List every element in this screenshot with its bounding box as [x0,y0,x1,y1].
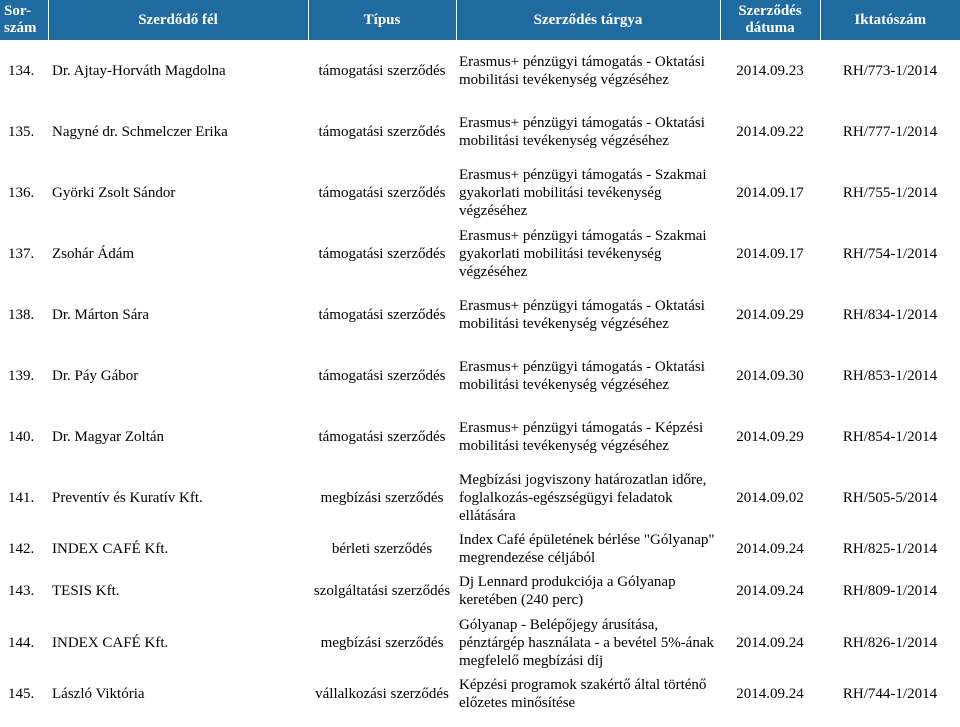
row-party: INDEX CAFÉ Kft. [52,634,169,651]
row-num: 134. [8,62,35,79]
row-type: támogatási szerződés [318,62,446,79]
table-row [0,570,960,612]
row-type: megbízási szerződés [320,634,444,651]
row-num: 143. [8,583,35,599]
header-subject: Szerződés tárgya [456,0,720,40]
header-reg: Iktatószám [820,0,960,40]
row-type: megbízási szerződés [320,489,444,506]
table-row [0,612,960,673]
row-subject: Erasmus+ pénzügyi támogatás - Szakmai gyakorlati mobilitási tevékenység végzéséhez [459,166,707,219]
row-party: Zsohár Ádám [52,245,135,262]
row-date: 2014.09.29 [736,428,804,445]
table-row [0,284,960,345]
row-date: 2014.09.22 [736,123,804,140]
row-reg: RH/825-1/2014 [842,541,938,557]
table-row [0,406,960,467]
table-row [0,673,960,715]
row-reg: RH/826-1/2014 [842,634,938,651]
row-subject: Index Café épületének bérlése "Gólyanap" megrendezése céljából [459,532,715,566]
table-row [0,162,960,223]
row-party: Dr. Márton Sára [52,306,150,323]
row-subject: Erasmus+ pénzügyi támogatás - Képzési mobilitási tevékenység végzéséhez [459,419,704,454]
row-party: TESIS Kft. [52,583,120,599]
row-subject: Erasmus+ pénzügyi támogatás - Szakmai gyakorlati mobilitási tevékenység végzéséhez [459,227,707,280]
row-num: 138. [8,306,35,323]
row-type: támogatási szerződés [318,184,446,201]
header-num-line1: Sor- [4,3,31,19]
row-date: 2014.09.24 [736,541,804,557]
row-type: támogatási szerződés [318,306,446,323]
row-num: 139. [8,367,35,384]
row-party: Dr. Páy Gábor [52,367,139,384]
table-row [0,101,960,162]
row-date: 2014.09.24 [736,686,804,702]
row-type: támogatási szerződés [318,245,446,262]
row-type: támogatási szerződés [318,367,446,384]
row-date: 2014.09.23 [736,62,804,79]
table-row [0,345,960,406]
row-party: Preventív és Kuratív Kft. [52,489,203,506]
row-party: INDEX CAFÉ Kft. [52,541,169,557]
row-subject: Erasmus+ pénzügyi támogatás - Oktatási mobilitási tevékenység végzéséhez [459,53,705,88]
row-type: támogatási szerződés [318,428,446,445]
row-num: 140. [8,428,35,445]
header-num-line2: szám [4,20,37,36]
row-num: 141. [8,489,35,506]
row-num: 144. [8,634,35,651]
table-row [0,467,960,528]
row-subject: Megbízási jogviszony határozatlan időre, foglalkozás-egészségügyi feladatok ellátására [459,471,707,524]
header-party: Szerdődő fél [48,0,308,40]
row-reg: RH/854-1/2014 [842,428,938,445]
row-date: 2014.09.29 [736,306,804,323]
row-reg: RH/853-1/2014 [842,367,938,384]
header-num [0,0,48,40]
row-party: Dr. Ajtay-Horváth Magdolna [52,62,226,79]
table-header [0,0,960,40]
header-date-line2: dátuma [745,20,795,36]
row-num: 136. [8,184,35,201]
row-party: Dr. Magyar Zoltán [52,428,165,445]
row-reg: RH/777-1/2014 [842,123,938,140]
row-party: Györki Zsolt Sándor [52,184,176,201]
row-reg: RH/744-1/2014 [842,686,938,702]
row-reg: RH/809-1/2014 [842,583,938,599]
row-party: Nagyné dr. Schmelczer Erika [52,123,228,140]
row-date: 2014.09.17 [736,245,804,262]
row-reg: RH/773-1/2014 [842,62,938,79]
row-date: 2014.09.30 [736,367,804,384]
row-subject: Erasmus+ pénzügyi támogatás - Oktatási mobilitási tevékenység végzéséhez [459,358,705,393]
row-party: László Viktória [52,686,145,702]
row-subject: Dj Lennard produkciója a Gólyanap keretében (240 perc) [459,574,676,608]
row-num: 145. [8,686,35,702]
header-type: Típus [308,0,456,40]
row-type: támogatási szerződés [318,123,446,140]
row-type: szolgáltatási szerződés [313,583,451,599]
table-row [0,40,960,101]
row-type: vállalkozási szerződés [315,686,449,702]
header-date-line1: Szerződés [738,3,802,19]
row-date: 2014.09.17 [736,184,804,201]
row-reg: RH/505-5/2014 [842,489,938,506]
table-body [0,40,960,715]
row-num: 142. [8,541,35,557]
row-reg: RH/755-1/2014 [842,184,938,201]
row-reg: RH/754-1/2014 [842,245,938,262]
row-subject: Gólyanap - Belépőjegy árusítása, pénztárgép használata - a bevétel 5%-ának megfelelő megbízási díj [459,616,714,669]
row-num: 135. [8,123,35,140]
row-subject: Képzési programok szakértő által történő előzetes minősítése [459,677,707,711]
row-type: bérleti szerződés [331,541,433,557]
row-date: 2014.09.02 [736,489,804,506]
row-num: 137. [8,245,35,262]
row-subject: Erasmus+ pénzügyi támogatás - Oktatási mobilitási tevékenység végzéséhez [459,114,705,149]
table-row [0,223,960,284]
table-row [0,528,960,570]
row-reg: RH/834-1/2014 [842,306,938,323]
row-date: 2014.09.24 [736,583,804,599]
header-date [720,0,820,40]
row-date: 2014.09.24 [736,634,804,651]
row-subject: Erasmus+ pénzügyi támogatás - Oktatási mobilitási tevékenység végzéséhez [459,297,705,332]
